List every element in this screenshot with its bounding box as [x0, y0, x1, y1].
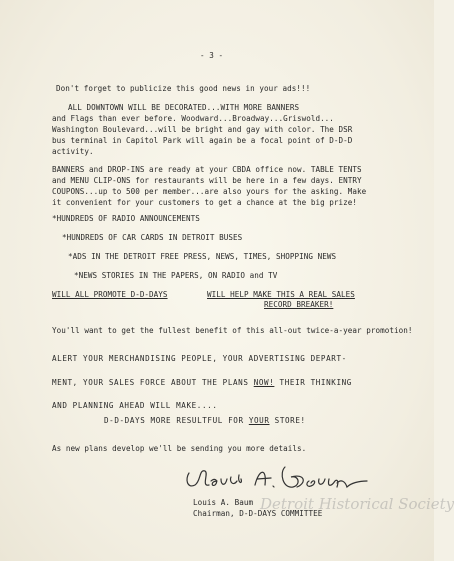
paragraph-decorations-line: bus terminal in Capitol Park will again be a focal point of D-D-D — [52, 136, 353, 145]
fullest-benefit-line: You'll want to get the fullest benefit of this all-out twice-a-year promotion! — [52, 326, 413, 335]
resultful-text: D-D-DAYS MORE RESULTFUL FOR — [104, 416, 249, 425]
page-number: - 3 - — [200, 51, 224, 60]
paragraph-banners-line: and MENU CLIP-ONS for restaurants will be here in a few days. ENTRY — [52, 176, 362, 185]
your-emphasis: YOUR — [248, 416, 270, 425]
record-breaker-line: RECORD BREAKER! — [264, 300, 334, 309]
promote-line: WILL ALL PROMOTE D-D-DAYS — [52, 290, 168, 299]
signatory-name: Louis A. Baum — [193, 498, 254, 507]
bullet-radio: *HUNDREDS OF RADIO ANNOUNCEMENTS — [52, 214, 200, 223]
paragraph-banners-line: BANNERS and DROP-INS are ready at your CBDA office now. TABLE TENTS — [52, 165, 362, 174]
bullet-car-cards: *HUNDREDS OF CAR CARDS IN DETROIT BUSES — [62, 233, 243, 242]
resultful-tail: STORE! — [269, 416, 306, 425]
sales-line: WILL HELP MAKE THIS A REAL SALES — [207, 290, 355, 299]
bullet-news-stories: *NEWS STORIES IN THE PAPERS, ON RADIO and TV — [74, 271, 278, 280]
paragraph-decorations-line: ALL DOWNTOWN WILL BE DECORATED...WITH MORE BANNERS — [68, 103, 300, 112]
paragraph-banners-line: COUPONS...up to 500 per member...are also yours for the asking. Make — [52, 187, 367, 196]
alert-line-2 — [52, 377, 352, 388]
alert-line-2-tail: THEIR THINKING — [274, 378, 352, 387]
paragraph-decorations-line: activity. — [52, 147, 94, 156]
now-emphasis: NOW! — [253, 378, 275, 387]
bullet-ads: *ADS IN THE DETROIT FREE PRESS, NEWS, TIMES, SHOPPING NEWS — [68, 252, 337, 261]
new-plans-line: As new plans develop we'll be sending you more details. — [52, 444, 307, 453]
alert-line: ALERT YOUR MERCHANDISING PEOPLE, YOUR ADVERTISING DEPART- — [52, 354, 347, 363]
resultful-line — [104, 415, 306, 426]
signatory-title: Chairman, D-D-DAYS COMMITTEE — [193, 509, 323, 518]
signature-image — [181, 459, 371, 495]
paragraph-decorations-line: Washington Boulevard...will be bright and gay with color. The DSR — [52, 125, 353, 134]
watermark: Detroit Historical Society — [260, 495, 454, 513]
alert-line-3: AND PLANNING AHEAD WILL MAKE.... — [52, 401, 218, 410]
paragraph-banners-line: it convenient for your customers to get a chance at the big prize! — [52, 198, 358, 207]
paragraph-decorations-line: and Flags than ever before. Woodward...Broadway...Griswold... — [52, 114, 334, 123]
intro-line: Don't forget to publicize this good news in your ads!!! — [56, 84, 311, 93]
alert-line-2-text: MENT, YOUR SALES FORCE ABOUT THE PLANS — [52, 378, 254, 387]
